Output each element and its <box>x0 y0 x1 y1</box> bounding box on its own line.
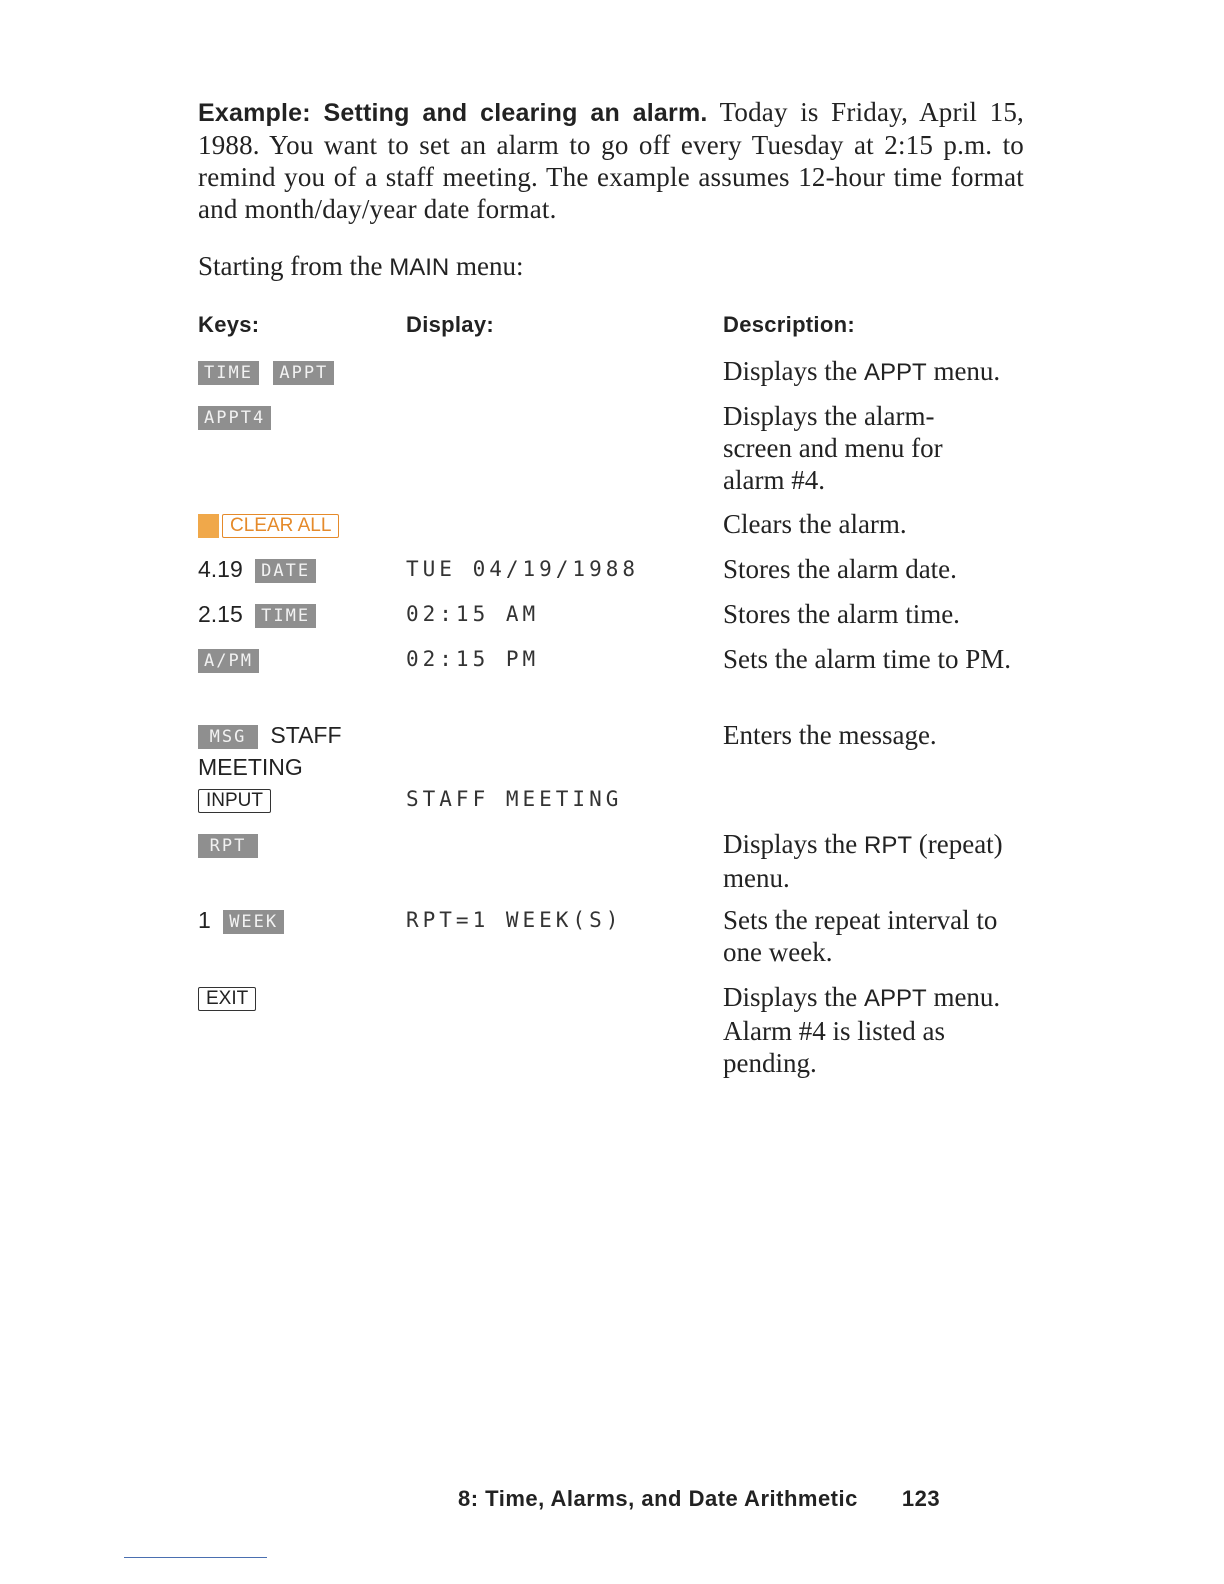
softkey-time: TIME <box>198 361 259 385</box>
example-title: Example: Setting and clearing an alarm. <box>198 99 708 127</box>
keys-header: Keys: <box>198 312 260 337</box>
display-cell: 02:15 AM <box>406 602 540 626</box>
softkey-am-pm: A/PM <box>198 649 259 673</box>
description-header: Description: <box>723 312 855 337</box>
description-cell: Sets the alarm time to PM. <box>723 644 1011 674</box>
description-cell: Clears the alarm. <box>723 509 907 539</box>
display-cell: RPT=1 WEEK(S) <box>406 908 623 932</box>
softkey-week: WEEK <box>223 910 284 934</box>
keys-cell: 1 WEEK <box>198 904 284 936</box>
shift-key-icon <box>198 514 219 538</box>
keys-cell <box>198 981 256 1013</box>
softkey-time: TIME <box>255 604 316 628</box>
display-cell: TUE 04/19/1988 <box>406 557 640 581</box>
keys-cell <box>198 355 334 387</box>
description-cell: Stores the alarm time. <box>723 599 960 629</box>
softkey-msg: MSG <box>198 725 258 749</box>
description-cell: Sets the repeat interval to one week. <box>723 905 998 967</box>
description-cell: Displays the APPT menu. <box>723 356 1001 386</box>
softkey-rpt: RPT <box>198 834 258 858</box>
display-cell: 02:15 PM <box>406 647 540 671</box>
keys-cell: 2.15 TIME <box>198 598 316 630</box>
description-cell: Displays the alarm-screen and menu for alarm #4. <box>723 401 943 495</box>
page-footer <box>458 1486 940 1512</box>
intro-paragraph <box>198 96 1024 225</box>
softkey-appt: APPT <box>273 361 334 385</box>
description-cell: Displays the RPT (repeat) menu. <box>723 829 1003 893</box>
keys-cell <box>198 643 259 675</box>
clear-all-key: CLEAR ALL <box>222 514 339 538</box>
display-cell: STAFF MEETING <box>406 787 623 811</box>
keys-cell <box>198 828 258 860</box>
footer-rule <box>124 1557 267 1558</box>
chapter-title: 8: Time, Alarms, and Date Arithmetic <box>458 1486 858 1511</box>
description-cell: Stores the alarm date. <box>723 554 957 584</box>
softkey-appt4: APPT4 <box>198 406 271 430</box>
starting-line: Starting from the MAIN menu: <box>198 251 524 281</box>
page-number: 123 <box>901 1486 941 1511</box>
input-key: INPUT <box>198 789 271 813</box>
keys-cell <box>198 783 271 815</box>
intro-text: Today is Friday, April 15, 1988. You want to set an alarm to go off every Tuesday at 2:15 p.m. to remind you of a staff meeting. The example assumes 12-hour time format and month/day/year date format. <box>198 97 1024 224</box>
display-header: Display: <box>406 312 494 337</box>
keys-cell <box>198 400 271 432</box>
main-menu-label: MAIN <box>389 254 450 281</box>
description-cell: Enters the message. <box>723 720 937 750</box>
description-cell: Displays the APPT menu. Alarm #4 is listed as pending. <box>723 982 1001 1078</box>
keys-cell: 4.19 DATE <box>198 553 316 585</box>
softkey-date: DATE <box>255 559 316 583</box>
exit-key: EXIT <box>198 987 256 1011</box>
keys-cell: MSG STAFF MEETING <box>198 722 342 780</box>
keys-cell <box>198 508 339 540</box>
